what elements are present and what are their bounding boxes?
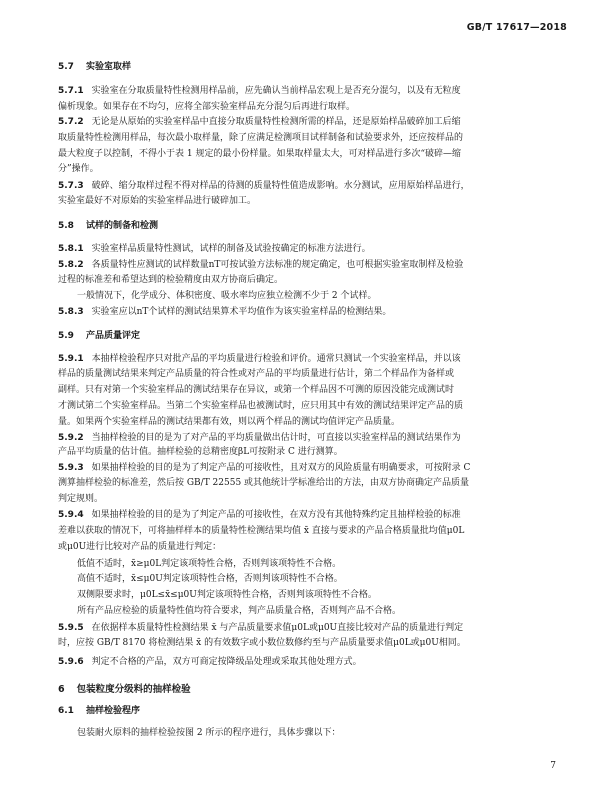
line-text: 实验室在分取质量特性检测用样品前，应先确认当前样品宏观上是否充分混匀，以及有无粒度 — [91, 86, 461, 96]
line-text: 偏析现象。如果存在不均匀，应将全部实验室样品充分混匀后再进行取样。 — [58, 102, 356, 112]
line-text: 差难以获取的情况下，可将抽样样本的质量特性检测结果均值 x̄ 直接与要求的产品合格质量批均值μ0L — [58, 526, 465, 536]
line-text: 分”操作。 — [58, 164, 99, 174]
line-text: 如果抽样检验的目的是为了判定产品的可接收性，在双方没有其他特殊约定且抽样检验的标准 — [91, 510, 461, 520]
text-line — [58, 353, 461, 365]
line-text: 取质量特性检测用样品，每次最小取样量，除了应满足检测项目试样制备和试验要求外，还应按样品的 — [58, 133, 464, 143]
standard-number: GB/T 17617—2018 — [466, 22, 567, 33]
line-text: 或μ0U进行比较对产品的质量进行判定： — [58, 542, 222, 552]
clause-number: 5.9.4 — [58, 510, 84, 520]
line-text: 各质量特性应测试的试样数量nT可按试验方法标准的规定确定，也可根据实验室取制样及检验 — [91, 260, 464, 270]
line-text: 实验室样品质量特性测试，试样的制备及试验按确定的标准方法进行。 — [91, 244, 371, 254]
clause-number: 5.9 — [58, 331, 74, 341]
page-number: 7 — [550, 761, 556, 771]
clause-number: 5.7.3 — [58, 181, 84, 191]
text-line — [58, 622, 463, 634]
text-line — [58, 132, 463, 144]
clause-number: 5.8.1 — [58, 244, 84, 254]
line-text: 如果抽样检验的目的是为了判定产品的可接收性，且对双方的风险质量有明确要求，可按附录 C — [91, 463, 471, 473]
text-line — [58, 400, 463, 412]
text-line — [58, 306, 391, 318]
line-text: 时，应按 GB/T 8170 将检测结果 x̄ 的有效数字或小数位数修约至与产品质量要求值μ0L或μ0U相同。 — [58, 638, 466, 648]
line-text: 无论是从原始的实验室样品中直接分取质量特性检测所需的样品，还是原始样品破碎加工后缩 — [91, 117, 461, 127]
line-text: 判定规则。 — [58, 494, 104, 504]
line-text: 高值不适时，x̄≤μ0U判定该项特性合格，否则判该项特性不合格。 — [77, 574, 343, 584]
section-heading — [58, 684, 191, 696]
clause-number: 5.8 — [58, 221, 74, 231]
text-line — [58, 525, 464, 537]
text-line — [77, 605, 401, 617]
line-text: 副样。只有对第一个实验室样品的测试结果存在异议，或第一个样品因不可测的原因没能完成测试时 — [58, 385, 455, 395]
line-text: 破碎、缩分取样过程不得对样品的待测的质量特性值造成影响。水分测试，应用原始样品进行， — [91, 181, 470, 191]
text-line — [58, 101, 355, 113]
line-text: 双侧限要求时，μ0L≤x̄≤μ0U判定该项特性合格，否则判该项特性不合格。 — [77, 590, 377, 600]
text-line — [58, 274, 283, 286]
text-line — [58, 368, 454, 380]
text-line — [77, 573, 343, 585]
clause-number: 5.7.2 — [58, 117, 84, 127]
text-line — [58, 259, 463, 271]
text-line — [58, 180, 470, 192]
line-text: 实验室取样 — [85, 62, 131, 72]
text-line — [58, 637, 466, 649]
text-line — [77, 727, 340, 739]
section-heading — [58, 705, 140, 717]
clause-number: 6.1 — [58, 706, 74, 716]
section-heading — [58, 330, 140, 342]
clause-number: 5.8.2 — [58, 260, 84, 270]
text-line — [58, 493, 103, 505]
line-text: 产品质量评定 — [85, 331, 140, 341]
clause-number: 5.9.3 — [58, 463, 84, 473]
line-text: 试样的制备和检测 — [85, 221, 158, 231]
line-text: 最大粒度子以控制，不得小于表 1 规定的最小份样量。如果取样量太大，可对样品进行多次“破碎—缩 — [58, 149, 462, 159]
clause-number: 5.9.2 — [58, 433, 84, 443]
clause-number: 5.9.6 — [58, 657, 84, 667]
line-text: 实验室最好不对原始的实验室样品进行破碎加工。 — [58, 196, 257, 206]
clause-number: 5.9.5 — [58, 623, 84, 633]
text-line — [58, 477, 469, 489]
text-line — [58, 85, 461, 97]
line-text: 包装粒度分级料的抽样检验 — [76, 684, 191, 695]
text-line — [77, 558, 341, 570]
text-line — [58, 432, 461, 444]
line-text: 过程的标准差和希望达到的检验精度由双方协商后确定。 — [58, 275, 284, 285]
text-line — [58, 384, 454, 396]
line-text: 本抽样检验程序只对批产品的平均质量进行检验和评价。通常只测试一个实验室样品，并以该 — [91, 354, 461, 364]
line-text: 测算抽样检验的标准差，然后按 GB/T 22555 或其他统计学标准给出的方法，由双方协商确定产品质量 — [58, 478, 470, 488]
text-line — [77, 589, 377, 601]
text-line — [58, 243, 371, 255]
section-heading — [58, 220, 158, 232]
line-text: 在依据样本质量特性检测结果 x̄ 与产品质量要求值μ0L或μ0U直接比较对产品的质量进行判定 — [91, 623, 464, 633]
line-text: 当抽样检验的目的是为了对产品的平均质量做出估计时，可直接以实验室样品的测试结果作为 — [91, 433, 461, 443]
line-text: 判定不合格的产品，双方可商定按降级品处理或采取其他处理方式。 — [91, 657, 362, 667]
text-line — [77, 290, 376, 302]
line-text: 包装耐火原料的抽样检验按图 2 所示的程序进行，具体步骤以下： — [77, 728, 341, 738]
line-text: 所有产品应检验的质量特性值均符合要求，判产品质量合格，否则判产品不合格。 — [77, 606, 402, 616]
clause-number: 5.7.1 — [58, 86, 84, 96]
line-text: 量。如果两个实验室样品的测试结果都有效，则以两个样品的测试均值评定产品质量。 — [58, 417, 401, 427]
line-text: 样品的质量测试结果来判定产品质量的符合性或对产品的平均质量进行估计，第二个样品作为备样或 — [58, 369, 455, 379]
text-line — [58, 446, 343, 458]
text-line — [58, 541, 221, 553]
text-line — [58, 656, 362, 668]
line-text: 才测试第二个实验室样品。当第二个实验室样品也被测试时，应只用其中有效的测试结果评定产品的质 — [58, 401, 464, 411]
text-line — [58, 148, 461, 160]
text-line — [58, 163, 99, 175]
text-line — [58, 462, 470, 474]
line-text: 抽样检验程序 — [85, 706, 140, 716]
clause-number: 5.9.1 — [58, 354, 84, 364]
text-line — [58, 116, 461, 128]
clause-number: 6 — [58, 684, 65, 695]
text-line — [58, 195, 256, 207]
line-text: 产品平均质量的估计值。抽样检验的总精密度βL可按附录 C 进行测算。 — [58, 447, 343, 457]
line-text: 一般情况下，化学成分、体积密度、吸水率均应独立检测不少于 2 个试样。 — [77, 291, 377, 301]
section-heading — [58, 61, 131, 73]
line-text: 低值不适时，x̄≥μ0L判定该项特性合格，否则判该项特性不合格。 — [77, 559, 342, 569]
line-text: 实验室应以nT个试样的测试结果算术平均值作为该实验室样品的检测结果。 — [91, 307, 392, 317]
clause-number: 5.7 — [58, 62, 74, 72]
text-line — [58, 509, 461, 521]
text-line — [58, 416, 400, 428]
clause-number: 5.8.3 — [58, 307, 84, 317]
